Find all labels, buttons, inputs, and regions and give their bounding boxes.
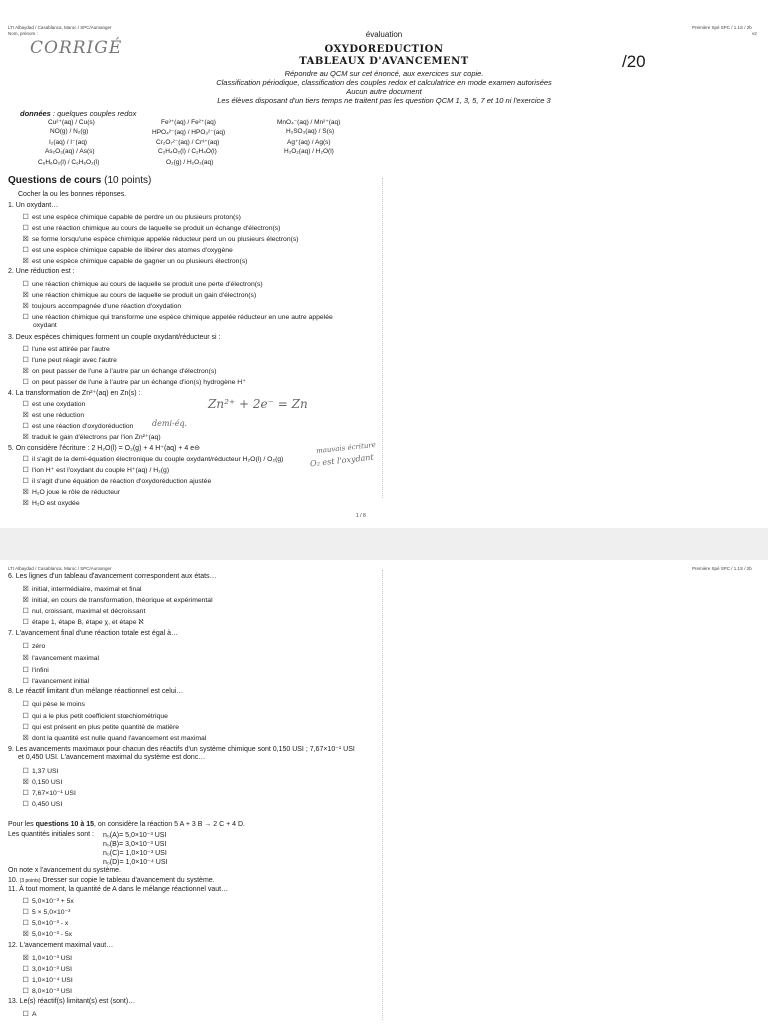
checkbox-icon[interactable]: ☐ — [22, 357, 29, 364]
section-title — [8, 175, 151, 186]
header-class: Première Spé SPC / 1.1S / 2b — [692, 25, 752, 30]
option-text: 1,0×10⁻⁴ USI — [32, 977, 73, 984]
checkbox-icon[interactable]: ☐ — [22, 643, 29, 650]
checkbox-icon[interactable]: ☐ — [22, 701, 29, 708]
instruction-line: Répondre au QCM sur cet énoncé, aux exercices sur copie. — [284, 69, 484, 78]
checkbox-icon[interactable]: ☐ — [22, 281, 29, 288]
instruction-line: Aucun autre document — [346, 87, 422, 96]
question-8: 8. Le réactif limitant d'un mélange réactionnel est celui… — [8, 688, 184, 695]
checkbox-icon[interactable]: ☐ — [22, 678, 29, 685]
option-text: l'avancement initial — [32, 678, 90, 685]
q6-option-3[interactable] — [22, 607, 145, 615]
instruction-cocher: Cocher la ou les bonnes réponses. — [18, 191, 127, 198]
checkbox-checked-icon[interactable]: ☒ — [22, 597, 29, 604]
option-text: nul, croissant, maximal et décroissant — [32, 608, 146, 615]
checkbox-checked-icon[interactable]: ☒ — [22, 655, 29, 662]
option-text: une réaction chimique au cours de laquelle se produit un gain d'électron(s) — [32, 292, 257, 299]
q5-option-1[interactable] — [22, 455, 283, 463]
checkbox-icon[interactable]: ☐ — [22, 667, 29, 674]
option-text: dont la quantité est nulle quand l'avancement est maximal — [32, 735, 207, 742]
couple-cell: As₂O₃(aq) / As(s) — [45, 148, 95, 155]
checkbox-checked-icon[interactable]: ☒ — [22, 303, 29, 310]
option-text: l'une est attirée par l'autre — [32, 346, 110, 353]
q3-option-1[interactable] — [22, 345, 110, 353]
q8-option-1[interactable] — [22, 700, 85, 708]
couple-cell: C₂H₄O₂(l) / C₂H₄O(l) — [158, 148, 217, 155]
option-text: est une réduction — [32, 412, 85, 419]
donnees-label: données — [20, 109, 51, 118]
checkbox-icon[interactable]: ☐ — [22, 801, 29, 808]
checkbox-icon[interactable]: ☐ — [22, 619, 29, 626]
checkbox-icon[interactable]: ☐ — [22, 608, 29, 615]
instruction-line: Les élèves disposant d'un tiers temps ne traitent pas les question QCM 1, 3, 5, 7 et 10 ni l'exercice 3 — [217, 96, 551, 105]
page-number: 1 / 8 — [356, 513, 366, 519]
question-4: 4. La transformation de Zn²⁺(aq) en Zn(s) : — [8, 390, 141, 397]
option-text: l'avancement maximal — [32, 655, 100, 662]
option-text: 1,37 USI — [32, 768, 59, 775]
checkbox-checked-icon[interactable]: ☒ — [22, 955, 29, 962]
option-text: se forme lorsqu'une espèce chimique appelée réducteur perd un ou plusieurs électron(s) — [32, 236, 299, 243]
q5-option-5[interactable] — [22, 499, 80, 507]
q11-option-4[interactable] — [22, 930, 72, 938]
checkbox-icon[interactable]: ☐ — [22, 214, 29, 221]
section-points: (10 points) — [101, 175, 152, 186]
option-text: l'une peut réagir avec l'autre — [32, 357, 117, 364]
checkbox-icon[interactable]: ☐ — [22, 1011, 29, 1018]
header-class: Première Spé SPC / 1.1S / 2b — [692, 566, 752, 571]
q7-option-3[interactable] — [22, 666, 49, 674]
option-text: est une oxydation — [32, 401, 86, 408]
question-6: 6. Les lignes d'un tableau d'avancement correspondent aux états… — [8, 573, 217, 580]
q4-option-1[interactable] — [22, 400, 85, 408]
checkbox-icon[interactable]: ☐ — [22, 467, 29, 474]
corrige-handwritten: CORRIGÉ — [30, 38, 123, 58]
question-2: 2. Une réduction est : — [8, 268, 75, 275]
q10-number: 10. — [8, 877, 18, 884]
checkbox-icon[interactable]: ☐ — [22, 909, 29, 916]
evaluation-label: évaluation — [365, 30, 403, 39]
option-text: l'infini — [32, 667, 49, 674]
question-10 — [8, 877, 215, 884]
option-text: 5 × 5,0×10⁻³ — [32, 909, 71, 916]
couple-cell: HPO₄²⁻(aq) / HPO₃²⁻(aq) — [152, 129, 226, 136]
initial-quantities-label: Les quantités initiales sont : — [8, 831, 94, 838]
checkbox-checked-icon[interactable]: ☒ — [22, 292, 29, 299]
option-text: qui pèse le moins — [32, 701, 85, 708]
q13-option-1[interactable] — [22, 1010, 37, 1018]
q7-option-1[interactable] — [22, 642, 45, 650]
checkbox-icon[interactable]: ☐ — [22, 225, 29, 232]
checkbox-icon[interactable]: ☐ — [22, 346, 29, 353]
option-text: 3,0×10⁻³ USI — [32, 966, 73, 973]
couple-cell: Fe³⁺(aq) / Fe²⁺(aq) — [161, 119, 216, 126]
couple-cell: C₆H₆O₂(l) / C₆H₆O₂(l) — [38, 159, 100, 166]
option-text: 0,450 USI — [32, 801, 63, 808]
option-text: l'ion H⁺ est l'oxydant du couple H⁺(aq) / H₂(g) — [32, 467, 170, 474]
couple-cell: Cr₂O₇²⁻(aq) / Cr³⁺(aq) — [156, 139, 220, 146]
option-text: on peut passer de l'une à l'autre par un échange d'ion(s) hydrogène H⁺ — [32, 379, 246, 386]
checkbox-checked-icon[interactable]: ☒ — [22, 236, 29, 243]
checkbox-checked-icon[interactable]: ☒ — [22, 434, 29, 441]
couple-cell: H₂O₂(aq) / H₂O(l) — [284, 148, 334, 155]
checkbox-icon[interactable]: ☐ — [22, 401, 29, 408]
q2-option-3[interactable] — [22, 302, 181, 310]
q2-option-4[interactable] — [22, 313, 333, 321]
q3-option-3[interactable] — [22, 367, 217, 375]
score-box: /20 — [622, 52, 646, 71]
donnees-heading — [20, 109, 136, 118]
q1-option-5[interactable] — [22, 257, 247, 265]
question-9: 9. Les avancements maximaux pour chacun des réactifs d'un système chimique sont 0,150 USI ; 7,67×10⁻¹ USI — [8, 746, 355, 753]
initial-quantity: n₀(A)= 5,0×10⁻³ USI — [103, 832, 167, 839]
checkbox-icon[interactable]: ☐ — [22, 456, 29, 463]
q1-option-4[interactable] — [22, 246, 233, 254]
q4-option-3[interactable] — [22, 422, 133, 430]
q5-option-2[interactable] — [22, 466, 169, 474]
q8-option-3[interactable] — [22, 723, 179, 731]
question-7: 7. L'avancement final d'une réaction totale est égal à… — [8, 630, 179, 637]
checkbox-icon[interactable]: ☐ — [22, 790, 29, 797]
checkbox-icon[interactable]: ☐ — [22, 724, 29, 731]
checkbox-checked-icon[interactable]: ☒ — [22, 931, 29, 938]
q4-option-4[interactable] — [22, 433, 161, 441]
question-5: 5. On considère l'écriture : 2 H₂O(l) = O₂(g) + 4 H⁺(aq) + 4 e⊖ — [8, 445, 200, 452]
handwritten-note: O₂ est l'oxydant — [309, 452, 375, 469]
option-text: initial, en cours de transformation, théorique et expérimental — [32, 597, 213, 604]
q1-option-3[interactable] — [22, 235, 299, 243]
option-text: est une espèce chimique capable de perdre un ou plusieurs proton(s) — [32, 214, 241, 221]
margin-divider — [382, 570, 385, 1020]
checkbox-checked-icon[interactable]: ☒ — [22, 489, 29, 496]
option-text: on peut passer de l'une à l'autre par un échange d'électron(s) — [32, 368, 217, 375]
option-text: A — [32, 1011, 37, 1018]
option-text: H₂O joue le rôle de réducteur — [32, 489, 121, 496]
couple-cell: Cu²⁺(aq) / Cu(s) — [48, 119, 95, 126]
q1-option-1[interactable] — [22, 213, 241, 221]
q4-option-2[interactable] — [22, 411, 84, 419]
page-title: OXYDOREDUCTION — [324, 44, 444, 55]
couple-cell: O₂(g) / H₂O₂(aq) — [166, 159, 214, 166]
q2-option-4-continued: oxydant — [33, 322, 57, 329]
q12-option-4[interactable] — [22, 987, 72, 995]
question-9-continued: et 0,450 USI. L'avancement maximal du système est donc… — [18, 754, 206, 761]
q9-option-2[interactable] — [22, 778, 62, 786]
checkbox-icon[interactable]: ☐ — [22, 713, 29, 720]
couple-cell: I₂(aq) / I⁻(aq) — [49, 139, 88, 146]
option-text: est une réaction chimique au cours de laquelle se produit un échange d'électron(s) — [32, 225, 281, 232]
q11-option-2[interactable] — [22, 908, 70, 916]
q3-option-2[interactable] — [22, 356, 117, 364]
checkbox-icon[interactable]: ☐ — [22, 379, 29, 386]
option-text: 5,0×10⁻³ - x — [32, 920, 69, 927]
option-text: est une espèce chimique capable de libérer des atomes d'oxygène — [32, 247, 233, 254]
q10-text: Dresser sur copie le tableau d'avancement du système. — [40, 877, 215, 884]
checkbox-checked-icon[interactable]: ☒ — [22, 735, 29, 742]
header-school: LTI Albaydad / Casablanca, Maroc / SPC/Aumanger — [8, 566, 112, 571]
checkbox-icon[interactable]: ☐ — [22, 768, 29, 775]
q6-option-4[interactable] — [22, 618, 143, 626]
checkbox-checked-icon[interactable]: ☒ — [22, 258, 29, 265]
option-text: 5,0×10⁻³ - 5x — [32, 931, 73, 938]
checkbox-icon[interactable]: ☐ — [22, 977, 29, 984]
couple-cell: Ag⁺(aq) / Ag(s) — [287, 139, 331, 146]
checkbox-icon[interactable]: ☐ — [22, 478, 29, 485]
q12-option-2[interactable] — [22, 965, 72, 973]
handwritten-equation: Zn²⁺ + 2e⁻ = Zn — [208, 397, 308, 411]
checkbox-checked-icon[interactable]: ☒ — [22, 779, 29, 786]
q6-option-1[interactable] — [22, 585, 142, 593]
option-text: 1,0×10⁻³ USI — [32, 955, 73, 962]
checkbox-checked-icon[interactable]: ☒ — [22, 586, 29, 593]
intro-post: , on considère la réaction 5 A + 3 B → 2 C + 4 D. — [93, 821, 245, 828]
option-text: traduit le gain d'électrons par l'ion Zn²⁺(aq) — [32, 434, 161, 441]
q8-option-4[interactable] — [22, 734, 206, 742]
note-x: On note x l'avancement du système. — [8, 867, 122, 874]
checkbox-icon[interactable]: ☐ — [22, 247, 29, 254]
page-subtitle: TABLEAUX D'AVANCEMENT — [299, 56, 469, 67]
option-text: une réaction chimique au cours de laquelle se produit une perte d'électron(s) — [32, 281, 263, 288]
header-school: LTI Albaydad / Casablanca, Maroc / SPC/Aumanger — [8, 25, 112, 30]
q12-option-3[interactable] — [22, 976, 73, 984]
option-text: qui a le plus petit coefficient stœchiométrique — [32, 713, 168, 720]
checkbox-icon[interactable]: ☐ — [22, 423, 29, 430]
option-text: est une réaction d'oxydoréduction — [32, 423, 134, 430]
option-text: H₂O est oxydée — [32, 500, 80, 507]
q9-option-3[interactable] — [22, 789, 76, 797]
question-13: 13. Le(s) réactif(s) limitant(s) est (sont)… — [8, 998, 136, 1005]
checkbox-checked-icon[interactable]: ☒ — [22, 412, 29, 419]
handwritten-note: demi-éq. — [152, 419, 188, 428]
question-12: 12. L'avancement maximal vaut… — [8, 942, 114, 949]
q5-option-4[interactable] — [22, 488, 120, 496]
checkbox-icon[interactable]: ☐ — [22, 988, 29, 995]
q7-option-2[interactable] — [22, 654, 99, 662]
q5-option-3[interactable] — [22, 477, 211, 485]
couple-cell: NO(g) / N₂(g) — [50, 128, 89, 135]
q8-option-2[interactable] — [22, 712, 168, 720]
option-text: qui est présent en plus petite quantité de matière — [32, 724, 179, 731]
page-2 — [0, 560, 768, 1024]
option-text: 8,0×10⁻³ USI — [32, 988, 73, 995]
q1-option-2[interactable] — [22, 224, 280, 232]
q2-option-1[interactable] — [22, 280, 263, 288]
q7-option-4[interactable] — [22, 677, 89, 685]
q2-option-2[interactable] — [22, 291, 256, 299]
reaction-intro — [8, 821, 245, 828]
q11-option-1[interactable] — [22, 897, 74, 905]
option-text: est une espèce chimique capable de gagner un ou plusieurs électron(s) — [32, 258, 248, 265]
q10-points: (3 points) — [19, 878, 41, 884]
q6-option-2[interactable] — [22, 596, 213, 604]
handwritten-note: mauvais écriture — [315, 440, 377, 456]
margin-divider — [382, 178, 385, 498]
question-11: 11. À tout moment, la quantité de A dans le mélange réactionnel vaut… — [8, 886, 229, 893]
option-text: zéro — [32, 643, 46, 650]
q12-option-1[interactable] — [22, 954, 72, 962]
question-1: 1. Un oxydant… — [8, 202, 59, 209]
option-text: il s'agit de la demi-équation électronique du couple oxydant/réducteur H₂O(l) / O₂(g) — [32, 456, 284, 463]
header-version: v2 — [752, 31, 757, 36]
checkbox-icon[interactable]: ☐ — [22, 898, 29, 905]
option-text: il s'agit d'une équation de réaction d'oxydoréduction ajustée — [32, 478, 212, 485]
option-text: initial, intermédiaire, maximal et final — [32, 586, 142, 593]
intro-bold: questions 10 à 15 — [35, 821, 94, 828]
option-text: étape 1, étape B, étape χ, et étape ℵ — [32, 619, 144, 626]
initial-quantity: n₀(C)= 1,0×10⁻³ USI — [103, 850, 167, 857]
option-text: 0,150 USI — [32, 779, 63, 786]
question-3: 3. Deux espèces chimiques forment un couple oxydant/réducteur si : — [8, 334, 221, 341]
intro-pre: Pour les — [8, 821, 36, 828]
donnees-text: : quelques couples redox — [50, 109, 137, 118]
checkbox-icon[interactable]: ☐ — [22, 314, 29, 321]
checkbox-checked-icon[interactable]: ☒ — [22, 500, 29, 507]
initial-quantity: n₀(B)= 3,0×10⁻³ USI — [103, 841, 167, 848]
q9-option-1[interactable] — [22, 767, 58, 775]
q3-option-4[interactable] — [22, 378, 246, 386]
checkbox-icon[interactable]: ☐ — [22, 966, 29, 973]
option-text: toujours accompagnée d'une réaction d'oxydation — [32, 303, 182, 310]
initial-quantity: n₀(D)= 1,0×10⁻⁴ USI — [103, 859, 168, 866]
couple-cell: MnO₄⁻(aq) / Mn²⁺(aq) — [277, 119, 341, 126]
checkbox-checked-icon[interactable]: ☒ — [22, 368, 29, 375]
q11-option-3[interactable] — [22, 919, 68, 927]
option-text: 5,0×10⁻³ + 5x — [32, 898, 74, 905]
couple-cell: H₂SO₃(aq) / S(s) — [286, 128, 335, 135]
q9-option-4[interactable] — [22, 800, 62, 808]
option-text: 7,67×10⁻¹ USI — [32, 790, 76, 797]
instruction-line: Classification périodique, classification des couples redox et calculatrice en mode examen autorisées — [216, 78, 552, 87]
header-name-field: Nom, prénom : — [8, 31, 38, 36]
checkbox-icon[interactable]: ☐ — [22, 920, 29, 927]
section-title-text: Questions de cours — [8, 175, 102, 186]
option-text: une réaction chimique qui transforme une espèce chimique appelée réducteur en une autre appelée — [32, 314, 333, 321]
